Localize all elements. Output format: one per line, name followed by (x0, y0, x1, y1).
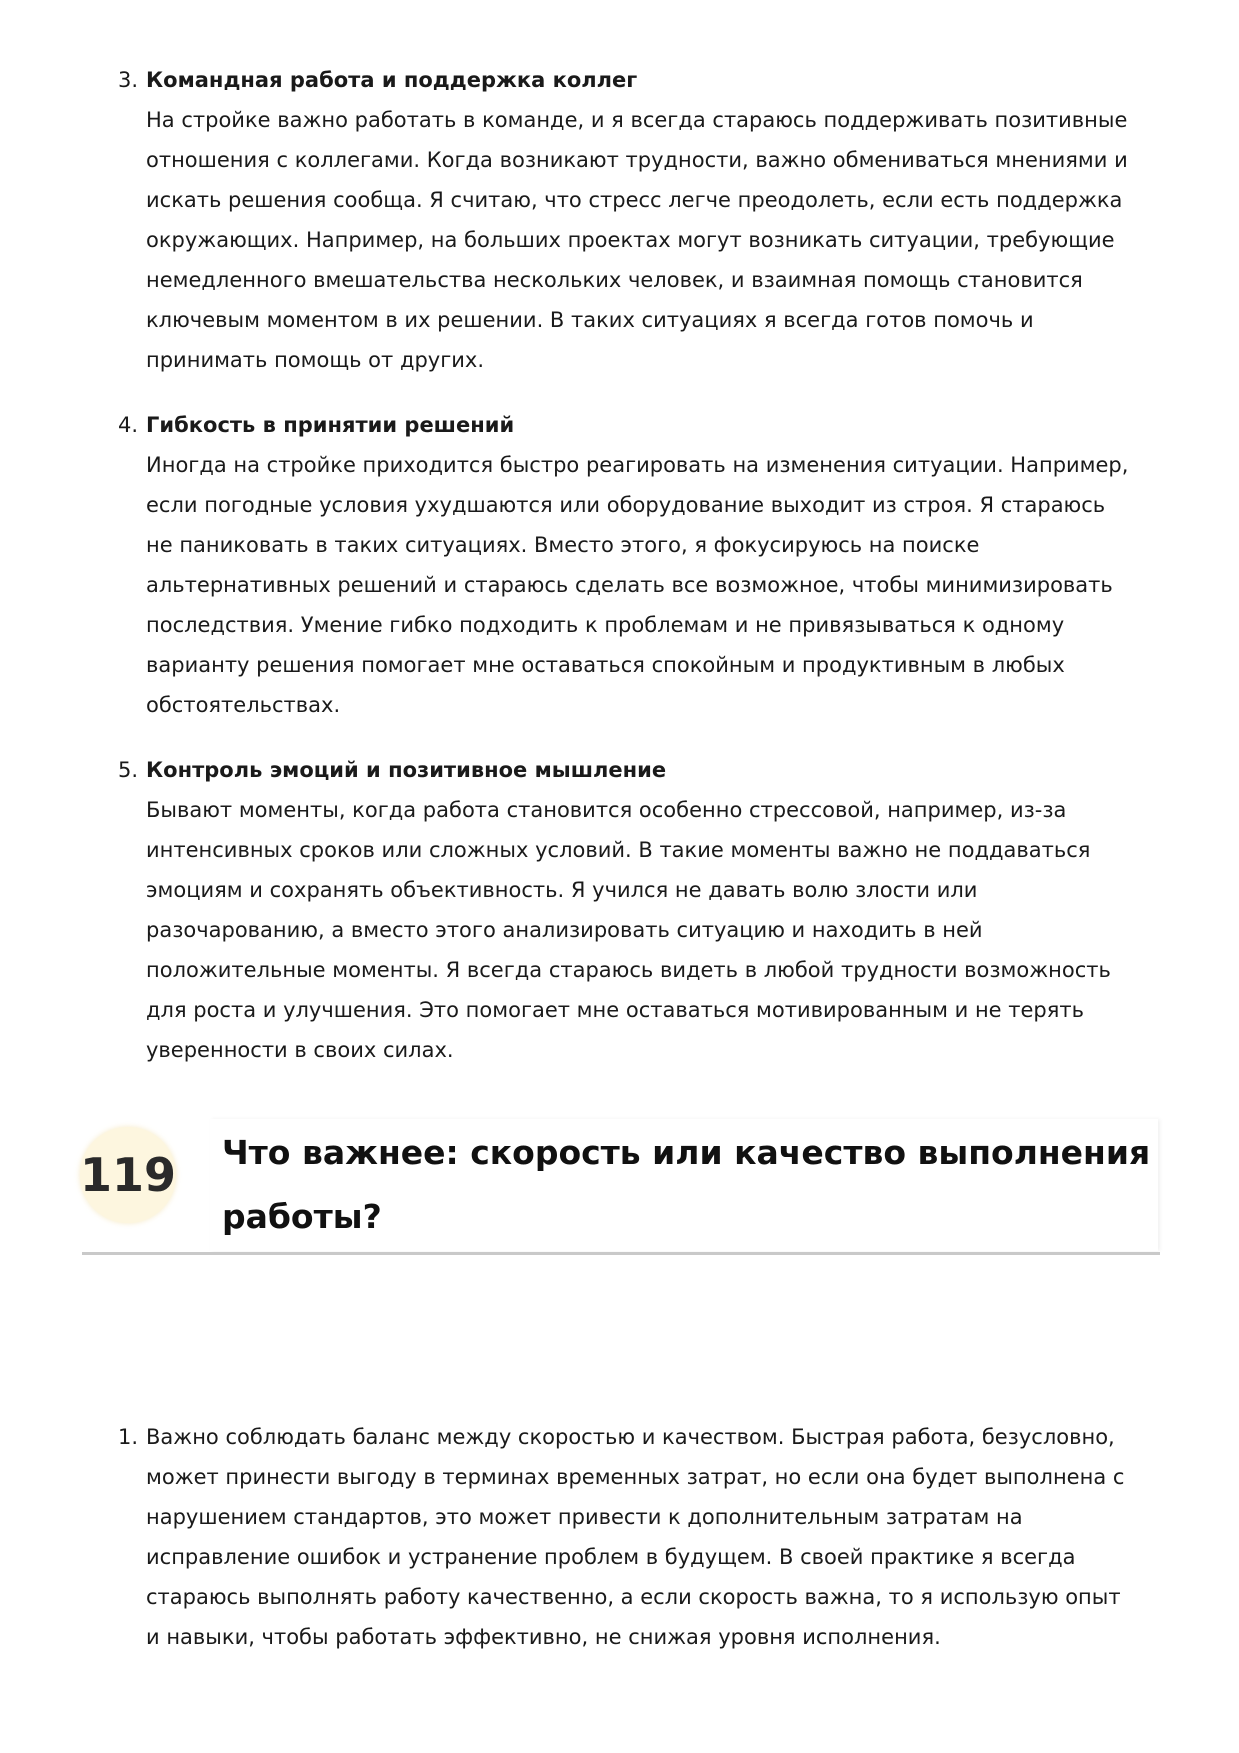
item-number: 5. (118, 758, 139, 782)
item-body (146, 445, 1146, 725)
item-body (146, 1417, 1146, 1657)
body-line: уверенности в своих силах. (146, 1038, 454, 1062)
body-line: эмоциям и сохранять объективность. Я учился не давать волю злости или (146, 878, 978, 902)
item-title: Командная работа и поддержка коллег (146, 68, 638, 92)
body-line: Важно соблюдать баланс между скоростью и качеством. Быстрая работа, безусловно, (146, 1425, 1115, 1449)
body-line: разочарованию, а вместо этого анализировать ситуацию и находить в ней (146, 918, 983, 942)
item-number: 3. (118, 68, 139, 92)
body-line: немедленного вмешательства нескольких человек, и взаимная помощь становится (146, 268, 1083, 292)
body-line: принимать помощь от других. (146, 348, 484, 372)
item-body (146, 790, 1146, 1070)
body-line: исправление ошибок и устранение проблем в будущем. В своей практике я всегда (146, 1545, 1076, 1569)
body-line: окружающих. Например, на больших проектах могут возникать ситуации, требующие (146, 228, 1115, 252)
body-line: стараюсь выполнять работу качественно, а если скорость важна, то я использую опыт (146, 1585, 1121, 1609)
body-line: интенсивных сроков или сложных условий. В такие моменты важно не поддаваться (146, 838, 1091, 862)
question-title (222, 1121, 1151, 1249)
item-number: 1. (118, 1425, 139, 1449)
body-line: обстоятельствах. (146, 693, 341, 717)
body-line: альтернативных решений и стараюсь сделать все возможное, чтобы минимизировать (146, 573, 1113, 597)
body-line: не паниковать в таких ситуациях. Вместо этого, я фокусируюсь на поиске (146, 533, 980, 557)
body-line: положительные моменты. Я всегда стараюсь видеть в любой трудности возможность (146, 958, 1111, 982)
question-divider (82, 1252, 1160, 1255)
question-title-line: работы? (222, 1197, 382, 1236)
body-line: ключевым моментом в их решении. В таких ситуациях я всегда готов помочь и (146, 308, 1034, 332)
body-line: искать решения сообща. Я считаю, что стресс легче преодолеть, если есть поддержка (146, 188, 1123, 212)
body-line: нарушением стандартов, это может привести к дополнительным затратам на (146, 1505, 1023, 1529)
question-title-line: Что важнее: скорость или качество выполнения (222, 1133, 1151, 1172)
question-number-badge: 119 (80, 1127, 176, 1223)
body-line: варианту решения помогает мне оставаться спокойным и продуктивным в любых (146, 653, 1065, 677)
body-line: и навыки, чтобы работать эффективно, не снижая уровня исполнения. (146, 1625, 941, 1649)
item-title: Контроль эмоций и позитивное мышление (146, 758, 667, 782)
body-line: если погодные условия ухудшаются или оборудование выходит из строя. Я стараюсь (146, 493, 1106, 517)
body-line: Бывают моменты, когда работа становится особенно стрессовой, например, из-за (146, 798, 1067, 822)
body-line: отношения с коллегами. Когда возникают трудности, важно обмениваться мнениями и (146, 148, 1128, 172)
item-title: Гибкость в принятии решений (146, 413, 515, 437)
body-line: Иногда на стройке приходится быстро реагировать на изменения ситуации. Например, (146, 453, 1129, 477)
item-body (146, 100, 1146, 380)
body-line: последствия. Умение гибко подходить к проблемам и не привязываться к одному (146, 613, 1065, 637)
body-line: для роста и улучшения. Это помогает мне оставаться мотивированным и не терять (146, 998, 1084, 1022)
body-line: может принести выгоду в терминах временных затрат, но если она будет выполнена с (146, 1465, 1125, 1489)
body-line: На стройке важно работать в команде, и я всегда стараюсь поддерживать позитивные (146, 108, 1128, 132)
item-number: 4. (118, 413, 139, 437)
